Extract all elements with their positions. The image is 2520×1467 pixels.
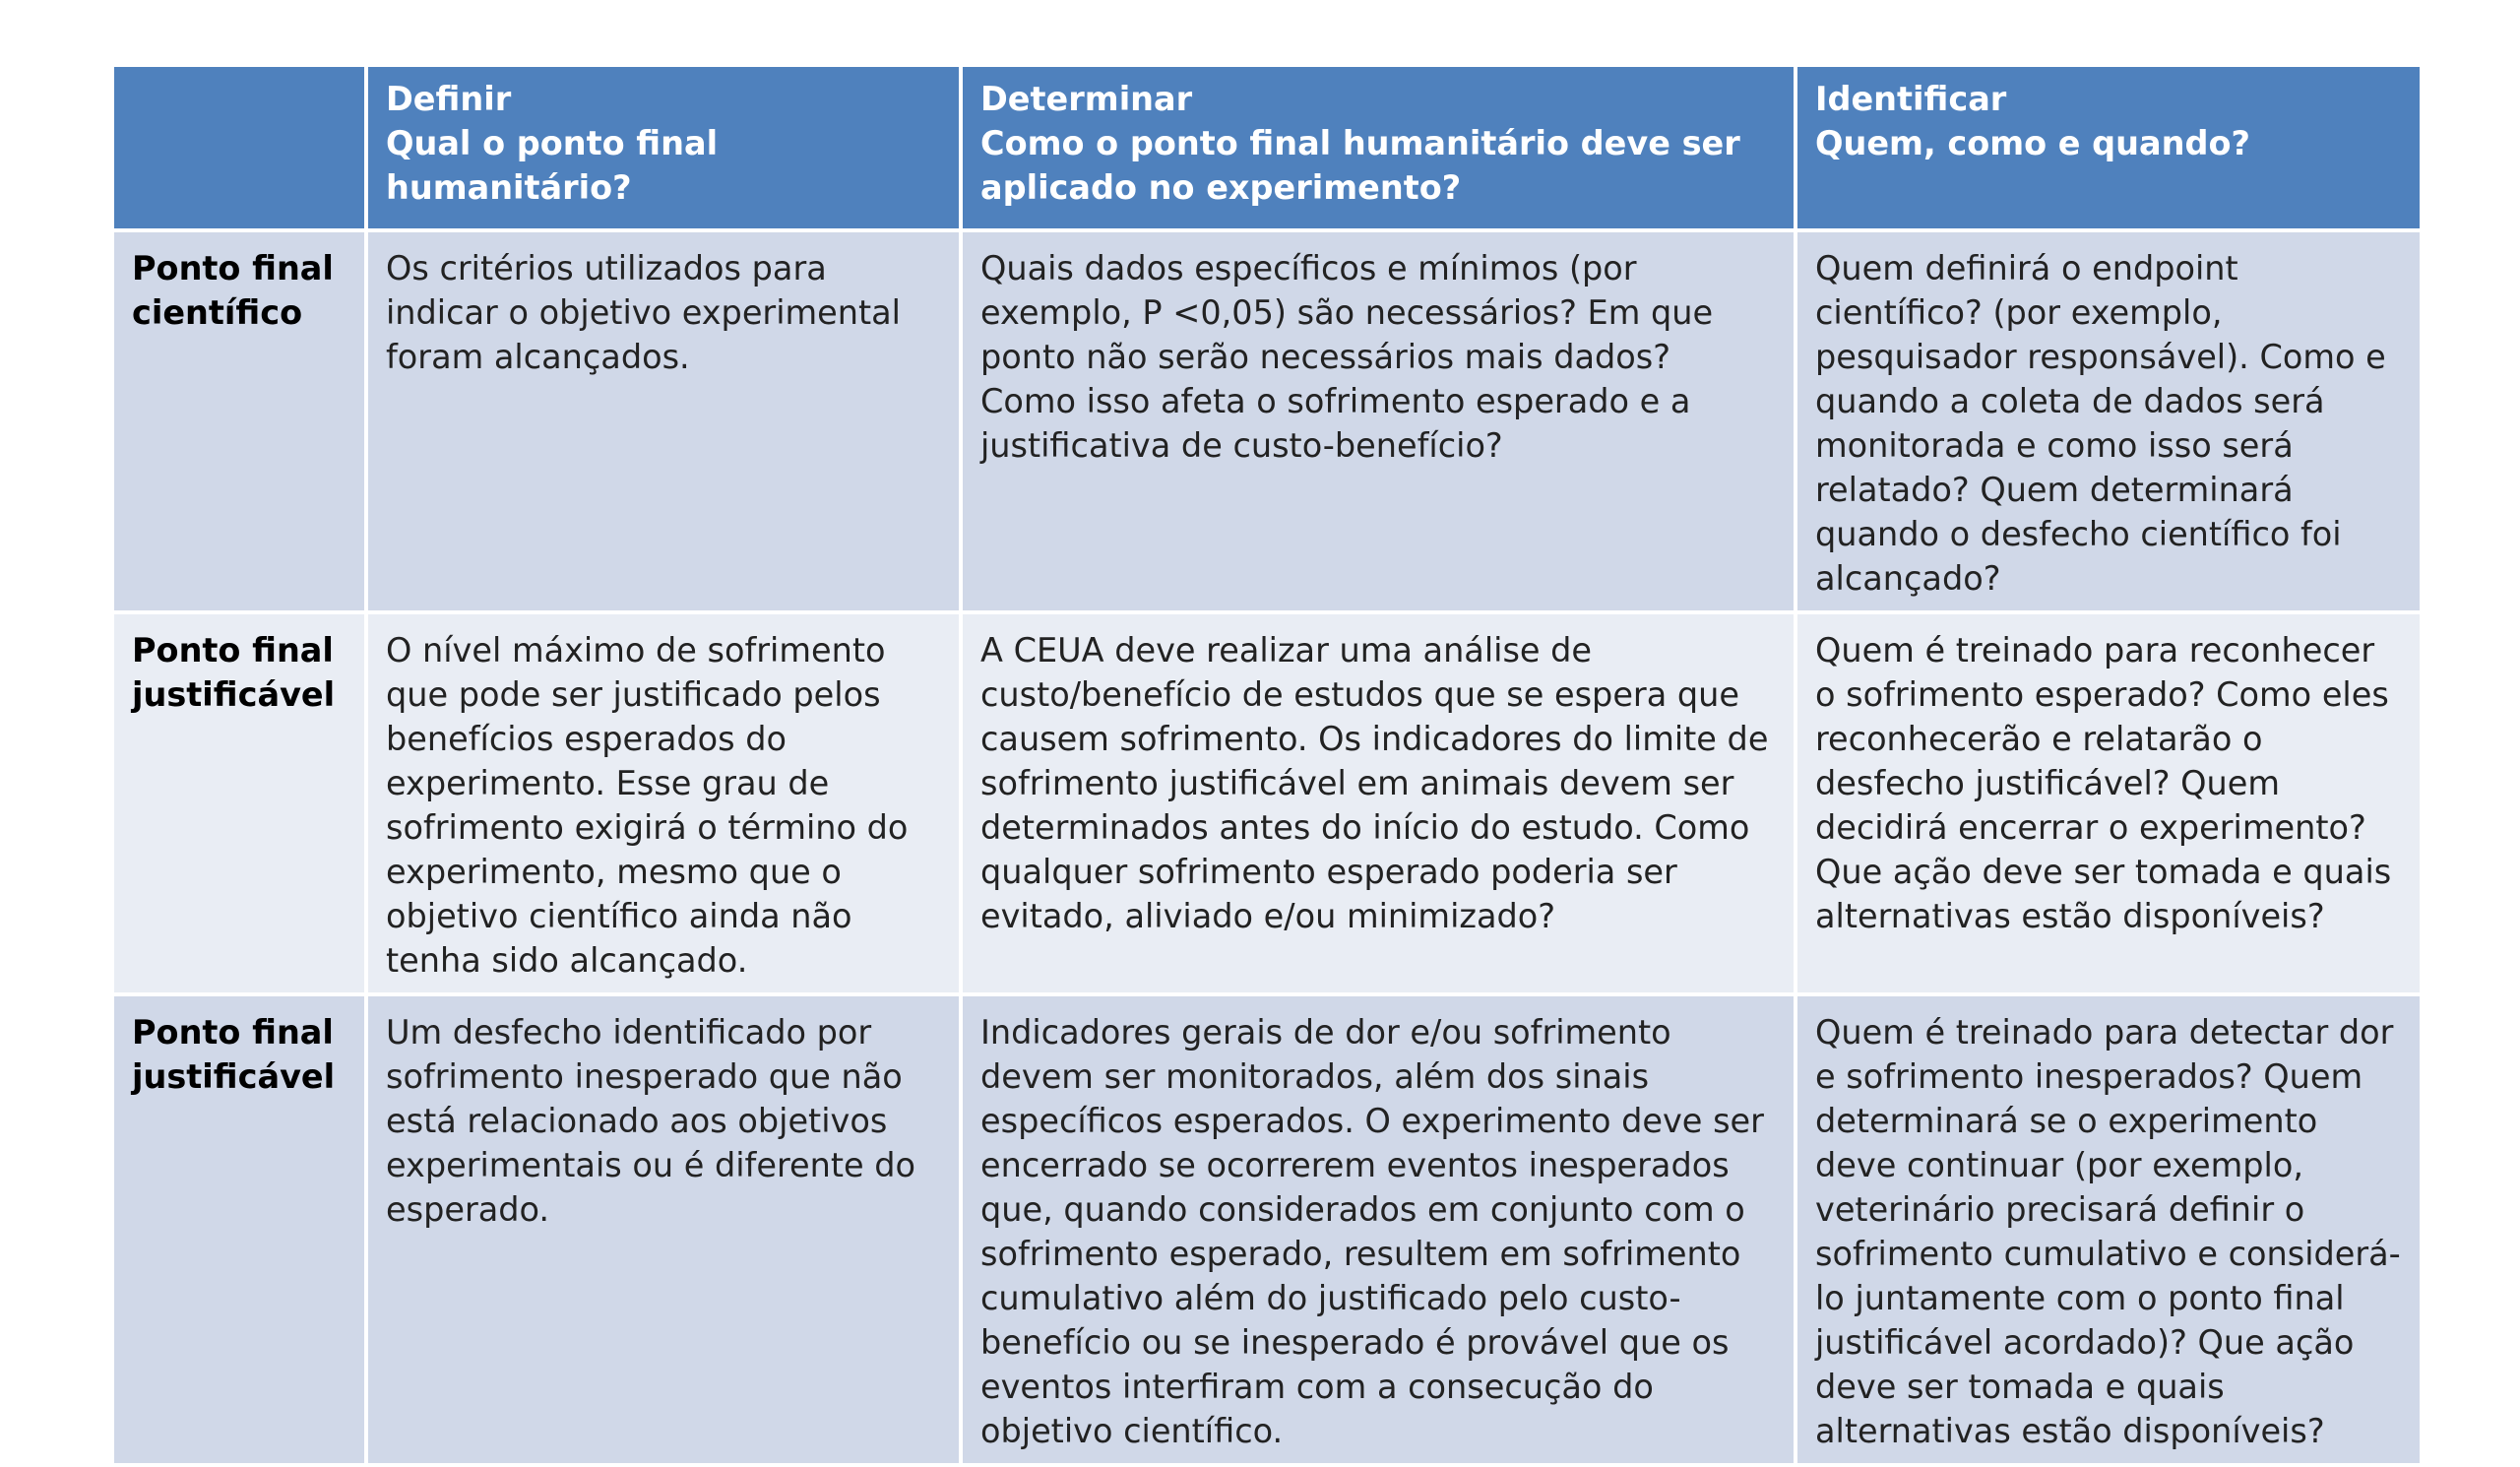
row-label: Ponto final justificável	[112, 994, 366, 1465]
header-cell-determinar	[961, 65, 1796, 230]
endpoints-table	[110, 63, 2424, 1467]
table-cell: Os critérios utilizados para indicar o objetivo experimental foram alcançados.	[366, 230, 961, 612]
table-row	[112, 230, 2422, 612]
table-cell: A CEUA deve realizar uma análise de custo/benefício de estudos que se espera que causem sofrimento. Os indicadores do limite de sofrimento justificável em animais devem ser determinados antes do início do estudo. Como qualquer sofrimento esperado poderia ser evitado, aliviado e/ou minimizado?	[961, 612, 1796, 994]
table-cell: Quem é treinado para detectar dor e sofrimento inesperados? Quem determinará se o experimento deve continuar (por exemplo, veterinário precisará definir o sofrimento cumulativo e considerá-lo juntamente com o ponto final justificável acordado)? Que ação deve ser tomada e quais alternativas estão disponíveis?	[1796, 994, 2422, 1465]
table-cell: Um desfecho identificado por sofrimento inesperado que não está relacionado aos objetivos experimentais ou é diferente do esperado.	[366, 994, 961, 1465]
table-cell: Indicadores gerais de dor e/ou sofrimento devem ser monitorados, além dos sinais específicos esperados. O experimento deve ser encerrado se ocorrerem eventos inesperados que, quando considerados em conjunto com o sofrimento esperado, resultem em sofrimento cumulativo além do justificado pelo custo-benefício ou se inesperado é provável que os eventos interfiram com a consecução do objetivo científico.	[961, 994, 1796, 1465]
header-title: Identificar	[1815, 80, 2007, 118]
table-cell: Quais dados específicos e mínimos (por exemplo, P <0,05) são necessários? Em que ponto não serão necessários mais dados? Como isso afeta o sofrimento esperado e a justificativa de custo-benefício?	[961, 230, 1796, 612]
header-corner-cell	[112, 65, 366, 230]
header-subtitle: Qual o ponto final humanitário?	[386, 124, 719, 207]
row-label: Ponto final justificável	[112, 612, 366, 994]
table-cell: Quem é treinado para reconhecer o sofrimento esperado? Como eles reconhecerão e relatarão o desfecho justificável? Quem decidirá encerrar o experimento? Que ação deve ser tomada e quais alternativas estão disponíveis?	[1796, 612, 2422, 994]
table-row	[112, 994, 2422, 1465]
table-header-row	[112, 65, 2422, 230]
header-title: Definir	[386, 80, 512, 118]
row-label: Ponto final científico	[112, 230, 366, 612]
header-cell-identificar	[1796, 65, 2422, 230]
table-cell: Quem definirá o endpoint científico? (por exemplo, pesquisador responsável). Como e quando a coleta de dados será monitorada e como isso será relatado? Quem determinará quando o desfecho científico foi alcançado?	[1796, 230, 2422, 612]
header-title: Determinar	[980, 80, 1193, 118]
header-subtitle: Quem, como e quando?	[1815, 124, 2250, 162]
table-cell: O nível máximo de sofrimento que pode ser justificado pelos benefícios esperados do experimento. Esse grau de sofrimento exigirá o término do experimento, mesmo que o objetivo científico ainda não tenha sido alcançado.	[366, 612, 961, 994]
table-row	[112, 612, 2422, 994]
header-cell-definir	[366, 65, 961, 230]
header-subtitle: Como o ponto final humanitário deve ser aplicado no experimento?	[980, 124, 1740, 207]
